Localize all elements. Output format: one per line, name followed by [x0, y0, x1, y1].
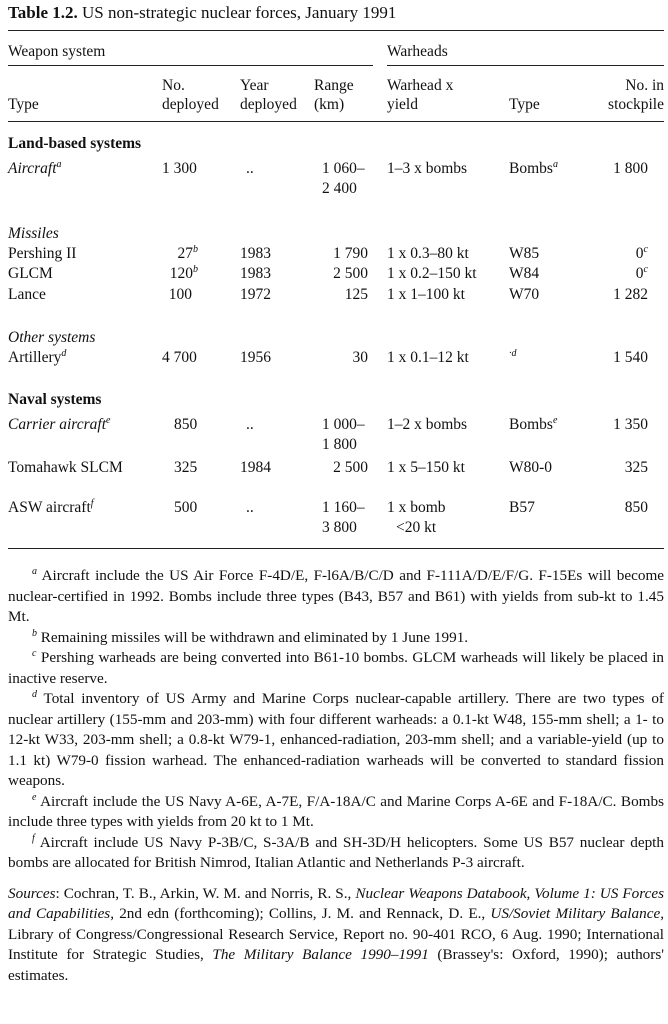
row-asw-stockpile: 850: [624, 499, 648, 516]
row-carrier-range: 1 000–: [322, 416, 365, 433]
header-year-2: deployed: [240, 96, 297, 113]
row-pershing-yield: 1 x 0.3–80 kt: [387, 245, 469, 262]
header-rule: [8, 121, 664, 122]
row-lance-type: Lance: [8, 286, 46, 303]
sources-note: Sources: Cochran, T. B., Arkin, W. M. and Norris, R. S., Nuclear Weapons Databook, Volume 1: US Forces and Capabilities, 2nd edn (forthcoming); Collins, J. M. and Rennack, D. E., US/Soviet Military Balance, Library of Congress/Congressional Research Service, Report no. 90-401 RCO, 6 Aug. 1990; International Institute for Strategic Studies, The Military Balance 1990–1991 (Brassey's: Oxford, 1990); authors' estimates.: [8, 884, 665, 984]
row-tomahawk-deployed: 325: [174, 459, 198, 476]
row-glcm-range: 2 500: [333, 265, 368, 282]
row-aircraft-range: 1 060–: [322, 160, 365, 177]
section-other-systems: Other systems: [8, 329, 96, 346]
row-tomahawk-stockpile: 325: [624, 459, 648, 476]
footnote-marker: b: [193, 244, 198, 255]
footnote-b: $^b$ Remaining missiles will be withdrawn and eliminated by 1 June 1991.: [32, 627, 469, 646]
footnote-marker: c: [32, 648, 37, 659]
row-pershing-type: Pershing II: [8, 245, 77, 262]
row-lance-stockpile: 1 282: [613, 286, 648, 303]
row-lance-deployed: 100: [168, 286, 192, 303]
row-artillery-wtype: [509, 348, 517, 367]
footnote-marker: f: [32, 832, 35, 844]
row-carrier-year: ..: [246, 416, 254, 433]
footnote-marker: d: [32, 689, 37, 700]
row-lance-range: 125: [344, 286, 368, 303]
row-tomahawk-wtype: W80-0: [509, 459, 553, 476]
footnote-marker: d: [61, 348, 67, 359]
row-asw-range-2: 3 800: [322, 519, 357, 536]
row-artillery-yield: 1 x 0.1–12 kt: [387, 349, 469, 366]
header-warhead-yield-2: yield: [387, 96, 418, 113]
row-asw-range: 1 160–: [322, 499, 365, 516]
header-stockpile-1: No. in: [625, 77, 664, 94]
section-naval: Naval systems: [8, 391, 102, 408]
footnote-marker: f: [90, 498, 94, 509]
footnotes: [8, 566, 664, 986]
footnote-marker: e: [106, 415, 111, 426]
row-lance-yield: 1 x 1–100 kt: [387, 286, 465, 303]
row-artillery-stockpile: 1 540: [613, 349, 648, 366]
row-carrier-type: Carrier aircraft$^e$: [8, 415, 111, 433]
footnote-marker: a: [56, 159, 62, 170]
header-warheads: Warheads: [387, 43, 448, 60]
header-stockpile-2: stockpile: [608, 96, 664, 113]
row-carrier-stockpile: 1 350: [613, 416, 648, 433]
row-aircraft-stockpile: 1 800: [613, 160, 648, 177]
header-weapon-system: Weapon system: [8, 43, 106, 60]
footnote-marker: a: [32, 566, 37, 577]
row-lance-wtype: W70: [509, 286, 540, 303]
section-land-based: Land-based systems: [8, 135, 142, 152]
footnote-marker: b: [193, 264, 198, 275]
row-carrier-range-2: 1 800: [322, 436, 357, 453]
footnote-marker: c: [643, 264, 648, 275]
row-glcm-stockpile: 0$^c$: [635, 264, 648, 282]
row-pershing-deployed: 27$^b$: [177, 244, 198, 262]
row-tomahawk-type: Tomahawk SLCM: [8, 459, 123, 476]
weapon-system-rule: [8, 65, 373, 66]
footnote-marker: a: [552, 159, 558, 170]
row-asw-type: ASW aircraft$^f$: [8, 498, 94, 516]
row-lance-year: 1972: [240, 286, 271, 303]
header-range-1: Range: [314, 77, 354, 94]
row-glcm-yield: 1 x 0.2–150 kt: [387, 265, 477, 282]
footnote-d: $^d$ Total inventory of US Army and Marine Corps nuclear-capable artillery. There are two types of nuclear artillery (155-mm and 203-mm) with four different warheads: a 0.1-kt W48, 155-mm shell; a 1- to 12-kt W33, 203-mm shell; a 0.8-kt W79-1, enhanced-radiation, 203-mm shell; and a variable-yield (up to 1.1 kt) W79-0 fission warhead. The enhanced-radiation warheads will be converted to standard fission weapons.: [8, 689, 664, 789]
header-range-2: (km): [314, 96, 345, 113]
header-type: Type: [8, 96, 39, 113]
row-carrier-wtype: Bombs$^e$: [509, 415, 558, 433]
row-glcm-wtype: W84: [509, 265, 540, 282]
row-aircraft-type: Aircraft$^a$: [8, 159, 62, 177]
row-glcm-year: 1983: [240, 265, 271, 282]
row-artillery-type: Artillery$^d$: [8, 348, 67, 366]
warheads-rule: [387, 65, 664, 66]
row-aircraft-deployed: 1 300: [162, 160, 197, 177]
row-asw-yield: 1 x bomb: [387, 499, 446, 516]
row-pershing-range: 1 790: [333, 245, 368, 262]
footnote-marker: ·d: [509, 348, 517, 359]
footnote-f: $^f$ Aircraft include US Navy P-3B/C, S-3A/B and SH-3D/H helicopters. Some US B57 nuclear depth bombs are allocated for British Nimrod, Italian Atlantic and Netherlands P-3 aircraft.: [8, 832, 664, 871]
row-asw-yield-2: <20 kt: [396, 519, 437, 536]
row-carrier-deployed: 850: [174, 416, 198, 433]
header-no-deployed-2: deployed: [162, 96, 219, 113]
row-glcm-type: GLCM: [8, 265, 53, 282]
row-aircraft-wtype: Bombs$^a$: [509, 159, 558, 177]
row-pershing-wtype: W85: [509, 245, 540, 262]
footnote-marker: c: [643, 244, 648, 255]
row-artillery-range: 30: [352, 349, 368, 366]
row-glcm-deployed: 120$^b$: [169, 264, 198, 282]
header-warhead-type: Type: [509, 96, 540, 113]
top-rule: [8, 30, 664, 31]
table-caption: US non-strategic nuclear forces, January 1991: [82, 3, 397, 22]
row-artillery-year: 1956: [240, 349, 271, 366]
footnote-marker: e: [552, 415, 558, 426]
table-number: Table 1.2.: [8, 3, 78, 22]
row-tomahawk-range: 2 500: [333, 459, 368, 476]
footnote-e: $^e$ Aircraft include the US Navy A-6E, A-7E, F/A-18A/C and Marine Corps A-6E and F-18A/C. Bombs include three types with yields from 20 kt to 1 Mt.: [8, 791, 664, 830]
row-tomahawk-year: 1984: [240, 459, 271, 476]
bottom-rule: [8, 548, 664, 549]
header-year-1: Year: [240, 77, 269, 94]
row-asw-deployed: 500: [174, 499, 198, 516]
header-no-deployed-1: No.: [162, 77, 185, 94]
footnote-marker: e: [32, 791, 37, 803]
row-aircraft-yield: 1–3 x bombs: [387, 160, 468, 177]
row-carrier-yield: 1–2 x bombs: [387, 416, 468, 433]
footnote-a: $^a$ Aircraft include the US Air Force F-4D/E, F-l6A/B/C/D and F-111A/D/E/F/G. F-15Es will become nuclear-certified in 1992. Bombs include three types (B43, B57 and B61) with yields from sub-kt to 1.45 Mt.: [8, 566, 664, 625]
row-aircraft-range-2: 2 400: [322, 180, 357, 197]
header-warhead-yield-1: Warhead x: [387, 77, 454, 94]
row-tomahawk-yield: 1 x 5–150 kt: [387, 459, 465, 476]
row-asw-wtype: B57: [509, 499, 535, 516]
row-pershing-year: 1983: [240, 245, 271, 262]
row-pershing-stockpile: 0$^c$: [635, 244, 648, 262]
footnote-marker: b: [32, 627, 37, 639]
row-asw-year: ..: [246, 499, 254, 516]
row-artillery-deployed: 4 700: [162, 349, 197, 366]
section-missiles: Missiles: [8, 225, 59, 242]
row-aircraft-year: ..: [246, 160, 254, 177]
footnote-c: $^c$ Pershing warheads are being converted into B61-10 bombs. GLCM warheads will likely be placed in inactive reserve.: [8, 648, 665, 687]
table-title: [8, 3, 396, 23]
